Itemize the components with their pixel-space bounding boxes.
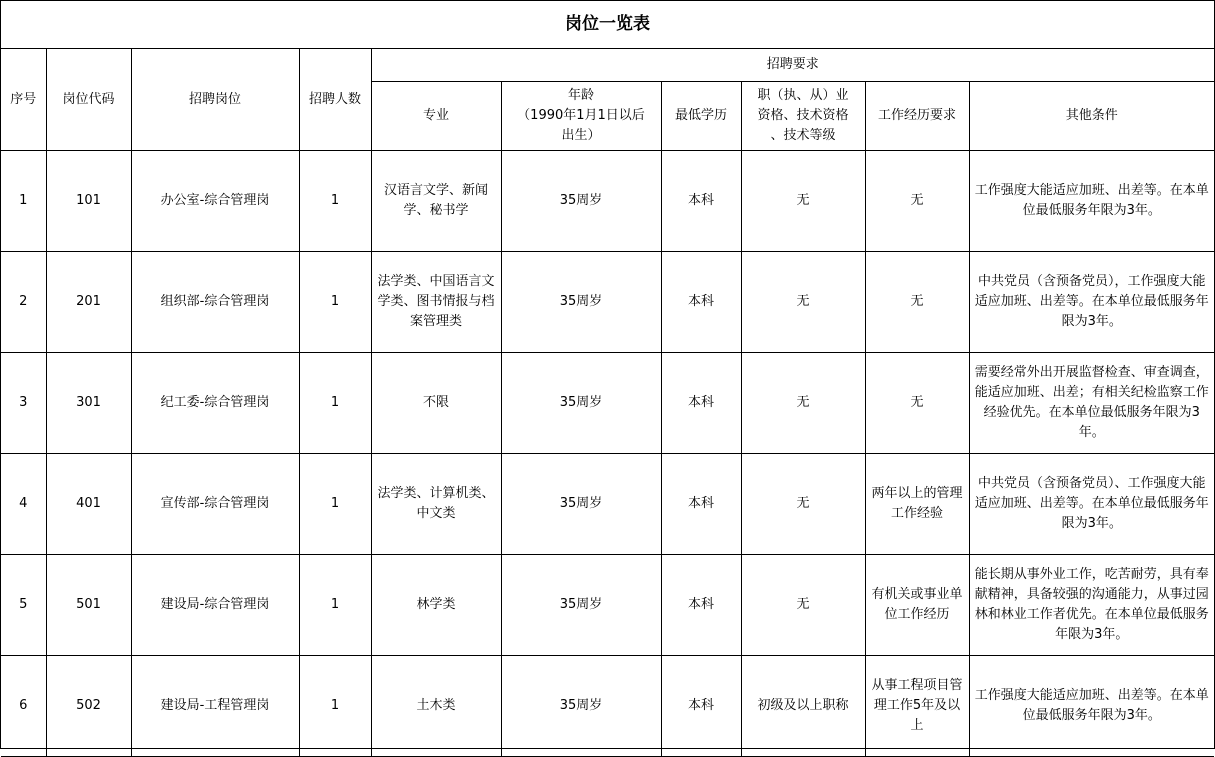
- cell-major: 法学类、中国语言文学类、图书情报与档案管理类: [371, 252, 501, 353]
- cell-count: 1: [299, 353, 371, 454]
- job-table: [1, 49, 1214, 757]
- cell-other: 需要经常外出开展监督检查、审查调查，能适应加班、出差；有相关纪检监察工作经验优先。在本单位最低服务年限为3年。: [969, 353, 1214, 454]
- cell-education: 本科: [661, 151, 741, 252]
- header-position: 招聘岗位: [131, 49, 299, 151]
- cell-count: 1: [299, 555, 371, 656]
- header-code: 岗位代码: [46, 49, 131, 151]
- cell-position: 建设局-工程管理岗: [131, 656, 299, 757]
- cell-experience: 从事工程项目管理工作5年及以上: [865, 656, 969, 757]
- cell-major: 不限: [371, 353, 501, 454]
- cell-position: 组织部-综合管理岗: [131, 252, 299, 353]
- cell-experience: 无: [865, 252, 969, 353]
- cell-code: 401: [46, 454, 131, 555]
- cell-qualification: 无: [741, 353, 865, 454]
- cell-qualification: 无: [741, 555, 865, 656]
- cell-age: 35周岁: [501, 555, 661, 656]
- cell-seq: 2: [1, 252, 46, 353]
- cell-other: 能长期从事外业工作，吃苦耐劳，具有奉献精神，具备较强的沟通能力，从事过园林和林业工作者优先。在本单位最低服务年限为3年。: [969, 555, 1214, 656]
- cell-code: 101: [46, 151, 131, 252]
- cell-experience: 无: [865, 353, 969, 454]
- cell-position: 建设局-综合管理岗: [131, 555, 299, 656]
- cell-education: 本科: [661, 353, 741, 454]
- table-row: [1, 252, 1214, 353]
- cell-experience: 有机关或事业单位工作经历: [865, 555, 969, 656]
- cell-age: 35周岁: [501, 454, 661, 555]
- cell-education: 本科: [661, 454, 741, 555]
- cell-code: 501: [46, 555, 131, 656]
- cell-age: 35周岁: [501, 656, 661, 757]
- cell-code: 301: [46, 353, 131, 454]
- cell-seq: 4: [1, 454, 46, 555]
- cell-other: 中共党员（含预备党员），工作强度大能适应加班、出差等。在本单位最低服务年限为3年。: [969, 252, 1214, 353]
- cell-code: 502: [46, 656, 131, 757]
- header-age: 年龄 （1990年1月1日以后 出生）: [501, 82, 661, 151]
- cell-age: 35周岁: [501, 353, 661, 454]
- cell-position: 纪工委-综合管理岗: [131, 353, 299, 454]
- table-row: [1, 353, 1214, 454]
- cell-seq: 1: [1, 151, 46, 252]
- header-qualification: 职（执、从）业 资格、技术资格 、技术等级: [741, 82, 865, 151]
- cell-age: 35周岁: [501, 151, 661, 252]
- cell-education: 本科: [661, 656, 741, 757]
- cell-other: 中共党员（含预备党员）、工作强度大能适应加班、出差等。在本单位最低服务年限为3年。: [969, 454, 1214, 555]
- cell-experience: 两年以上的管理工作经验: [865, 454, 969, 555]
- cell-code: 201: [46, 252, 131, 353]
- cell-major: 土木类: [371, 656, 501, 757]
- header-other: 其他条件: [969, 82, 1214, 151]
- cell-education: 本科: [661, 252, 741, 353]
- cell-education: 本科: [661, 555, 741, 656]
- header-major: 专业: [371, 82, 501, 151]
- cell-position: 办公室-综合管理岗: [131, 151, 299, 252]
- cell-experience: 无: [865, 151, 969, 252]
- cell-seq: 3: [1, 353, 46, 454]
- header-education: 最低学历: [661, 82, 741, 151]
- cell-age: 35周岁: [501, 252, 661, 353]
- table-row: [1, 454, 1214, 555]
- cell-count: 1: [299, 454, 371, 555]
- cell-seq: 5: [1, 555, 46, 656]
- header-experience: 工作经历要求: [865, 82, 969, 151]
- cell-qualification: 无: [741, 151, 865, 252]
- table-row: [1, 555, 1214, 656]
- cell-qualification: 无: [741, 454, 865, 555]
- cell-major: 林学类: [371, 555, 501, 656]
- cell-seq: 6: [1, 656, 46, 757]
- header-seq: 序号: [1, 49, 46, 151]
- cell-other: 工作强度大能适应加班、出差等。在本单位最低服务年限为3年。: [969, 151, 1214, 252]
- cell-major: 汉语言文学、新闻学、秘书学: [371, 151, 501, 252]
- header-count: 招聘人数: [299, 49, 371, 151]
- cell-count: 1: [299, 252, 371, 353]
- header-requirements: 招聘要求: [371, 49, 1214, 82]
- page-title: 岗位一览表: [1, 1, 1214, 49]
- cell-count: 1: [299, 656, 371, 757]
- cell-qualification: 无: [741, 252, 865, 353]
- cell-major: 法学类、计算机类、中文类: [371, 454, 501, 555]
- cell-position: 宣传部-综合管理岗: [131, 454, 299, 555]
- table-row: [1, 151, 1214, 252]
- table-row: [1, 656, 1214, 757]
- cell-count: 1: [299, 151, 371, 252]
- cell-qualification: 初级及以上职称: [741, 656, 865, 757]
- header-row-1: [1, 49, 1214, 82]
- cell-other: 工作强度大能适应加班、出差等。在本单位最低服务年限为3年。: [969, 656, 1214, 757]
